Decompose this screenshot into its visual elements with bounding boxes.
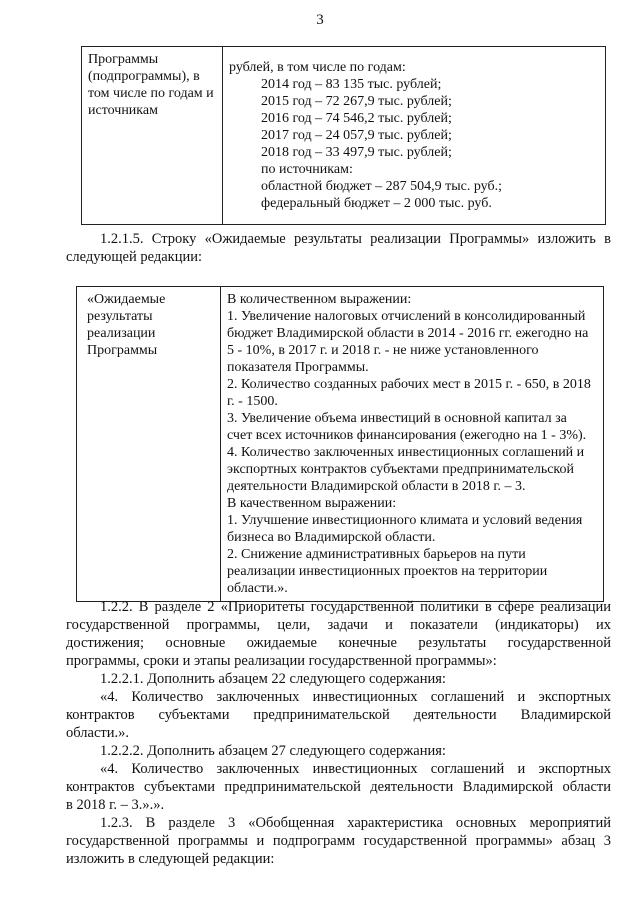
label-line: «Ожидаемые: [87, 292, 166, 307]
text-line: «4. Количество заключенных инвестиционных соглашений и экспортных: [100, 761, 611, 777]
expected-results-value-cell: [221, 287, 604, 602]
value-line: 2017 год – 24 057,9 тыс. рублей;: [261, 128, 452, 143]
expected-results-table: [76, 286, 604, 602]
paragraph-1-2-2: [66, 598, 611, 670]
value-line: экспортных контрактов субъектами предпринимательской: [227, 462, 575, 477]
paragraph-1-2-3: [66, 814, 611, 868]
value-line: 2. Снижение административных барьеров на пути: [227, 547, 526, 562]
value-line: В количественном выражении:: [227, 292, 412, 307]
value-line: области.».: [227, 581, 288, 596]
paragraph-abzac-22: [66, 688, 611, 742]
label-line: результаты: [87, 309, 153, 324]
text-line: государственной программы и подпрограмм государственной программы» абзац 3: [66, 833, 611, 849]
label-line: реализации: [87, 326, 156, 341]
value-line: федеральный бюджет – 2 000 тыс. руб.: [261, 196, 492, 211]
funding-table: [81, 46, 606, 225]
text-line: следующей редакции:: [66, 249, 203, 265]
paragraph-1-2-2-2: 1.2.2.2. Дополнить абзацем 27 следующего содержания:: [100, 743, 446, 759]
paragraph-1-2-1-5: [66, 230, 611, 266]
label-line: том числе по годам и: [88, 86, 214, 101]
value-line: 2014 год – 83 135 тыс. рублей;: [261, 77, 442, 92]
funding-table-label-cell: [82, 47, 223, 225]
value-line: 1. Улучшение инвестиционного климата и условий ведения: [227, 513, 583, 528]
text-line: изложить в следующей редакции:: [66, 851, 275, 867]
value-line: по источникам:: [261, 162, 353, 177]
paragraph-1-2-2-1: 1.2.2.1. Дополнить абзацем 22 следующего содержания:: [100, 671, 446, 687]
paragraph-abzac-27: [66, 760, 611, 814]
label-line: Программы: [87, 343, 158, 358]
text-line: области.».: [66, 725, 129, 741]
value-line: 2016 год – 74 546,2 тыс. рублей;: [261, 111, 452, 126]
value-line: 4. Количество заключенных инвестиционных соглашений и: [227, 445, 585, 460]
text-line: 1.2.3. В разделе 3 «Обобщенная характеристика основных мероприятий: [100, 815, 611, 831]
value-line: бизнеса во Владимирской области.: [227, 530, 436, 545]
value-line: В качественном выражении:: [227, 496, 397, 511]
label-line: источникам: [88, 103, 158, 118]
value-line: 1. Увеличение налоговых отчислений в консолидированный: [227, 309, 586, 324]
label-line: (подпрограммы), в: [88, 69, 200, 84]
text-line: достижения; основные ожидаемые конечные результаты государственной: [66, 635, 611, 651]
value-line: областной бюджет – 287 504,9 тыс. руб.;: [261, 179, 502, 194]
value-line: показателя Программы.: [227, 360, 369, 375]
value-line: рублей, в том числе по годам:: [229, 60, 406, 75]
page-number: 3: [316, 12, 324, 28]
expected-results-label-cell: [77, 287, 221, 602]
text-line: программы, сроки и этапы реализации государственной программы»:: [66, 653, 497, 669]
text-line: 1.2.1.5. Строку «Ожидаемые результаты реализации Программы» изложить в: [100, 231, 611, 247]
value-line: 5 - 10%, в 2017 г. и 2018 г. - не ниже установленного: [227, 343, 539, 358]
value-line: 2015 год – 72 267,9 тыс. рублей;: [261, 94, 452, 109]
value-line: 2018 год – 33 497,9 тыс. рублей;: [261, 145, 452, 160]
funding-table-value-cell: [223, 47, 606, 225]
value-line: счет всех источников финансирования (ежегодно на 1 - 3%).: [227, 428, 587, 443]
text-line: контрактов субъектами предпринимательской деятельности Владимирской: [66, 707, 611, 723]
value-line: 2. Количество созданных рабочих мест в 2015 г. - 650, в 2018: [227, 377, 591, 392]
value-line: деятельности Владимирской области в 2018 г. – 3.: [227, 479, 526, 494]
text-line: государственной программы, цели, задачи и показатели (индикаторы) их: [66, 617, 611, 633]
text-line: «4. Количество заключенных инвестиционных соглашений и экспортных: [100, 689, 611, 705]
value-line: г. - 1500.: [227, 394, 278, 409]
value-line: 3. Увеличение объема инвестиций в основной капитал за: [227, 411, 567, 426]
text-line: контрактов субъектами предпринимательской деятельности Владимирской области: [66, 779, 611, 795]
value-line: реализации инвестиционных проектов на территории: [227, 564, 548, 579]
text-line: 1.2.2. В разделе 2 «Приоритеты государственной политики в сфере реализации: [100, 599, 611, 615]
value-line: бюджет Владимирской области в 2014 - 2016 гг. ежегодно на: [227, 326, 589, 341]
label-line: Программы: [88, 52, 159, 67]
text-line: в 2018 г. – 3.».».: [66, 797, 165, 813]
